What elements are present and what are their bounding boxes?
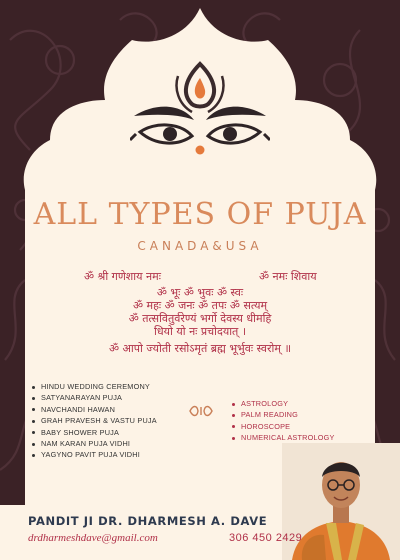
mantra-line: ॐ महः ॐ जनः ॐ तपः ॐ सत्यम् xyxy=(132,299,268,312)
list-item: NUMERICAL ASTROLOGY xyxy=(232,432,335,443)
contact-name: PANDIT JI DR. DHARMESH A. DAVE xyxy=(28,514,268,528)
mantra-line: ॐ आपो ज्योती रसोऽमृतं ब्रह्म भूर्भुवः स्वरोम् ॥ xyxy=(108,342,292,355)
list-item: NAM KARAN PUJA VIDHI xyxy=(32,438,157,449)
mantra-line: ॐ भूः ॐ भुवः ॐ स्वः xyxy=(156,286,244,299)
mantra-shiva: ॐ नमः शिवाय xyxy=(259,270,317,283)
durga-eyes-icon xyxy=(130,58,270,178)
list-item: HOROSCOPE xyxy=(232,421,335,432)
tilak-icon xyxy=(177,64,224,112)
services-list-left xyxy=(32,381,157,461)
mantra-line: धियो यो नः प्रचोदयात् । xyxy=(154,325,246,338)
poster-title: ALL TYPES OF PUJA xyxy=(33,197,367,232)
mantra-ganesh: ॐ श्री गणेशाय नमः xyxy=(84,270,161,283)
mantra-line: ॐ तत्सवितुर्वरेण्यं भर्गो देवस्य धीमहि xyxy=(128,312,272,325)
list-item: ASTROLOGY xyxy=(232,398,335,409)
list-item: SATYANARAYAN PUJA xyxy=(32,392,157,403)
list-item: YAGYNO PAVIT PUJA VIDHI xyxy=(32,449,157,460)
list-item: HINDU WEDDING CEREMONY xyxy=(32,381,157,392)
contact-email[interactable]: drdharmeshdave@gmail.com xyxy=(28,532,158,544)
poster-subtitle: CANADA&USA xyxy=(137,239,263,253)
divider-ornament-icon xyxy=(188,404,214,418)
list-item: NAVCHANDI HAWAN xyxy=(32,404,157,415)
list-item: GRAH PRAVESH & VASTU PUJA xyxy=(32,415,157,426)
list-item: PALM READING xyxy=(232,409,335,420)
services-list-right xyxy=(232,398,335,444)
list-item: BABY SHOWER PUJA xyxy=(32,427,157,438)
contact-phone[interactable]: 306 450 2429 xyxy=(229,532,303,544)
